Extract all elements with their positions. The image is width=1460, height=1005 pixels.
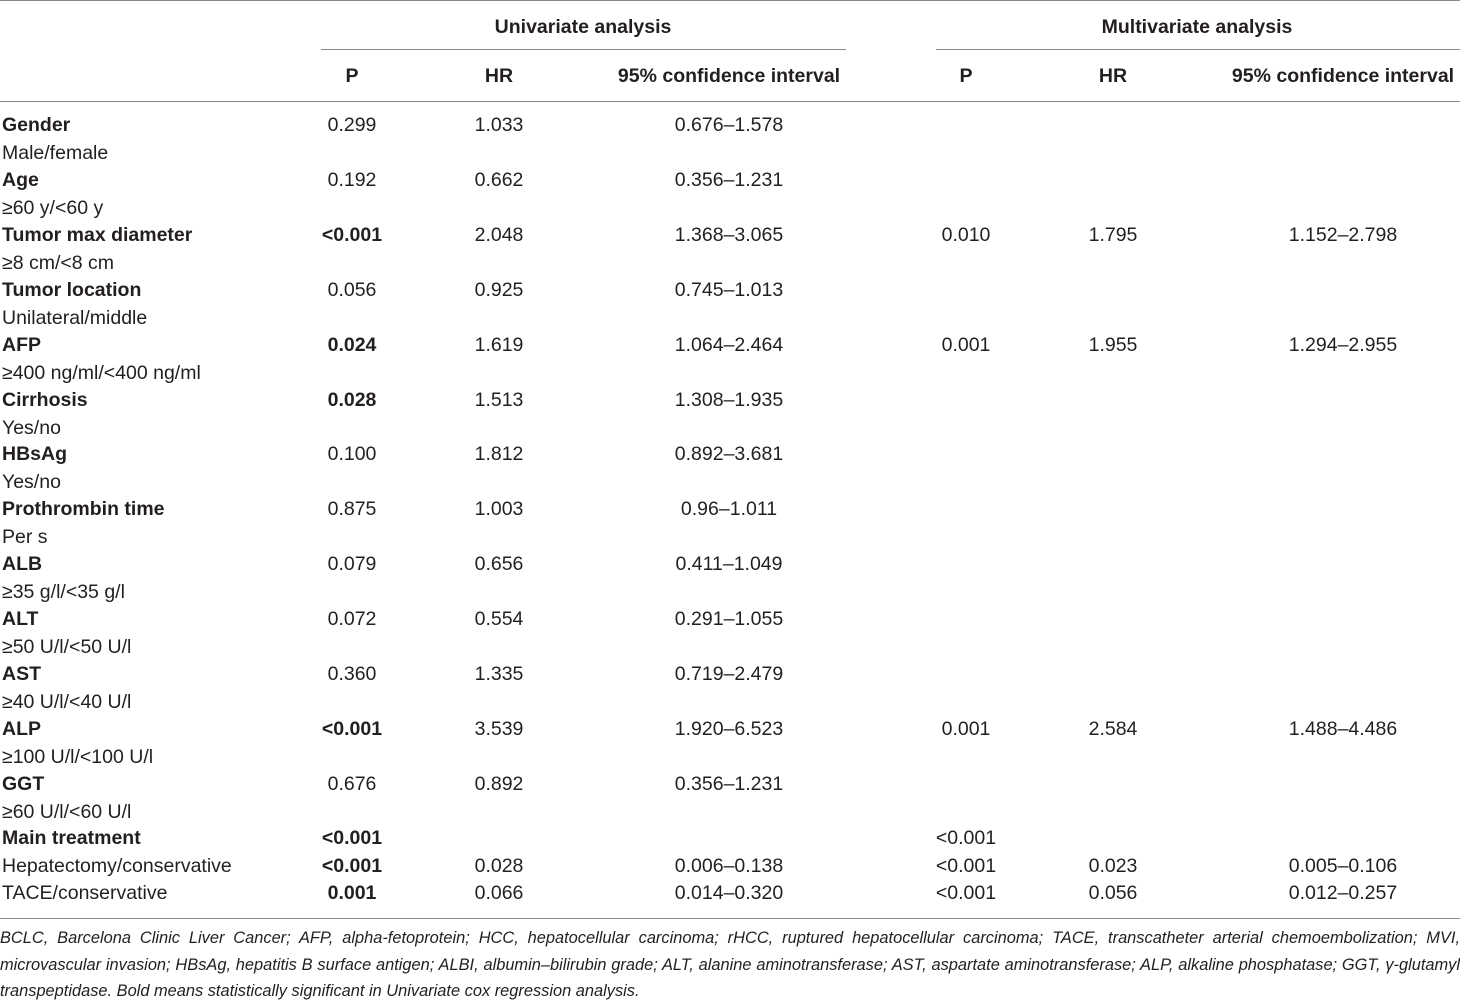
row-label: Cirrhosis <box>2 389 88 411</box>
uni-hr-value: 1.335 <box>474 663 524 685</box>
uni-p-value: 0.299 <box>327 114 377 136</box>
row-label: AST <box>2 663 41 685</box>
uni-hr-value: 3.539 <box>474 718 524 740</box>
row-sublabel: ≥60 U/l/<60 U/l <box>2 801 132 823</box>
multi-ci-value: 1.294–2.955 <box>1288 334 1398 356</box>
multi-p-value: 0.001 <box>941 718 991 740</box>
table-bottom-rule <box>0 918 1460 919</box>
uni-hr-value: 0.892 <box>474 773 524 795</box>
uni-ci-value: 0.356–1.231 <box>674 773 784 795</box>
uni-hr-value: 0.662 <box>474 169 524 191</box>
treatment-uni-p-value: 0.001 <box>327 882 377 904</box>
multivariate-group-rule <box>936 49 1460 50</box>
row-label: GGT <box>2 773 45 795</box>
uni-ci-value: 0.291–1.055 <box>674 608 784 630</box>
multi-col-hr: HR <box>1098 65 1128 87</box>
uni-p-value: 0.056 <box>327 279 377 301</box>
uni-ci-value: 0.676–1.578 <box>674 114 784 136</box>
uni-p-value: 0.360 <box>327 663 377 685</box>
uni-hr-value: 1.003 <box>474 498 524 520</box>
treatment-uni-p: <0.001 <box>321 827 383 849</box>
treatment-multi-p: <0.001 <box>935 827 997 849</box>
row-label: Age <box>2 169 39 191</box>
row-sublabel: ≥60 y/<60 y <box>2 197 104 219</box>
row-sublabel: ≥100 U/l/<100 U/l <box>2 746 154 768</box>
uni-col-ci: 95% confidence interval <box>617 65 841 87</box>
treatment-uni-p-value: <0.001 <box>321 855 383 877</box>
treatment-uni-hr-value: 0.066 <box>474 882 524 904</box>
uni-p-value: <0.001 <box>321 224 383 246</box>
row-sublabel: ≥400 ng/ml/<400 ng/ml <box>2 362 201 384</box>
uni-hr-value: 1.513 <box>474 389 524 411</box>
multi-hr-value: 1.795 <box>1088 224 1138 246</box>
table-footnote: BCLC, Barcelona Clinic Liver Cancer; AFP, alpha-fetoprotein; HCC, hepatocellular carcinoma; rHCC, ruptured hepatocellular carcinoma; TACE, transcatheter arterial chemoembolization; MVI, microvascular invasion; HBsAg, hepatitis B surface antigen; ALBI, albumin–bilirubin grade; ALT, alanine aminotransferase; AST, aspartate aminotransferase; ALP, alkaline phosphatase; GGT, γ-glutamyl transpeptidase. Bold means statistically significant in Univariate cox regression analysis. <box>0 929 1460 1000</box>
uni-ci-value: 0.719–2.479 <box>674 663 784 685</box>
row-label: Tumor max diameter <box>2 224 193 246</box>
treatment-uni-ci-value: 0.014–0.320 <box>674 882 784 904</box>
uni-ci-value: 0.96–1.011 <box>680 498 778 520</box>
row-sublabel: ≥8 cm/<8 cm <box>2 252 115 274</box>
treatment-uni-ci-value: 0.006–0.138 <box>674 855 784 877</box>
uni-ci-value: 0.892–3.681 <box>674 443 784 465</box>
row-sublabel: Male/female <box>2 142 109 164</box>
multi-ci-value: 1.152–2.798 <box>1288 224 1398 246</box>
row-sublabel: Unilateral/middle <box>2 307 148 329</box>
treatment-multi-ci-value: 0.005–0.106 <box>1288 855 1398 877</box>
uni-hr-value: 0.656 <box>474 553 524 575</box>
row-label: Prothrombin time <box>2 498 165 520</box>
treatment-multi-p-value: <0.001 <box>935 882 997 904</box>
uni-p-value: 0.100 <box>327 443 377 465</box>
multi-col-p: P <box>959 65 973 87</box>
multi-hr-value: 2.584 <box>1088 718 1138 740</box>
uni-p-value: 0.072 <box>327 608 377 630</box>
uni-hr-value: 2.048 <box>474 224 524 246</box>
uni-p-value: 0.028 <box>327 389 377 411</box>
uni-p-value: 0.079 <box>327 553 377 575</box>
multi-hr-value: 1.955 <box>1088 334 1138 356</box>
multi-ci-value: 1.488–4.486 <box>1288 718 1398 740</box>
header-bottom-rule <box>0 101 1460 102</box>
uni-hr-value: 1.033 <box>474 114 524 136</box>
row-sublabel: Yes/no <box>2 471 61 493</box>
uni-ci-value: 1.368–3.065 <box>674 224 784 246</box>
treatment-multi-hr-value: 0.056 <box>1088 882 1138 904</box>
row-sublabel: ≥40 U/l/<40 U/l <box>2 691 132 713</box>
row-label: ALP <box>2 718 41 740</box>
uni-hr-value: 0.925 <box>474 279 524 301</box>
uni-ci-value: 0.745–1.013 <box>674 279 784 301</box>
multivariate-title: Multivariate analysis <box>1101 16 1293 38</box>
multi-p-value: 0.010 <box>941 224 991 246</box>
uni-ci-value: 1.308–1.935 <box>674 389 784 411</box>
row-label: ALB <box>2 553 43 575</box>
univariate-group-rule <box>321 49 846 50</box>
uni-ci-value: 1.920–6.523 <box>674 718 784 740</box>
treatment-multi-ci-value: 0.012–0.257 <box>1288 882 1398 904</box>
uni-col-p: P <box>345 65 359 87</box>
uni-p-value: <0.001 <box>321 718 383 740</box>
uni-ci-value: 1.064–2.464 <box>674 334 784 356</box>
row-sublabel: Yes/no <box>2 417 61 439</box>
treatment-subrow-label: TACE/conservative <box>2 882 168 904</box>
univariate-title: Univariate analysis <box>494 16 672 38</box>
uni-p-value: 0.676 <box>327 773 377 795</box>
uni-ci-value: 0.411–1.049 <box>675 553 783 575</box>
uni-hr-value: 1.812 <box>474 443 524 465</box>
uni-ci-value: 0.356–1.231 <box>674 169 784 191</box>
table-top-rule <box>0 0 1460 1</box>
row-sublabel: ≥35 g/l/<35 g/l <box>2 581 125 603</box>
uni-p-value: 0.024 <box>327 334 377 356</box>
row-label: Tumor location <box>2 279 142 301</box>
row-sublabel: ≥50 U/l/<50 U/l <box>2 636 132 658</box>
uni-p-value: 0.875 <box>327 498 377 520</box>
multi-p-value: 0.001 <box>941 334 991 356</box>
row-sublabel: Per s <box>2 526 48 548</box>
treatment-uni-hr-value: 0.028 <box>474 855 524 877</box>
row-label: AFP <box>2 334 41 356</box>
uni-p-value: 0.192 <box>327 169 377 191</box>
treatment-label: Main treatment <box>2 827 141 849</box>
treatment-multi-hr-value: 0.023 <box>1088 855 1138 877</box>
treatment-subrow-label: Hepatectomy/conservative <box>2 855 232 877</box>
row-label: ALT <box>2 608 39 630</box>
row-label: Gender <box>2 114 71 136</box>
uni-col-hr: HR <box>484 65 514 87</box>
multi-col-ci: 95% confidence interval <box>1231 65 1455 87</box>
uni-hr-value: 1.619 <box>474 334 524 356</box>
row-label: HBsAg <box>2 443 68 465</box>
uni-hr-value: 0.554 <box>474 608 524 630</box>
treatment-multi-p-value: <0.001 <box>935 855 997 877</box>
